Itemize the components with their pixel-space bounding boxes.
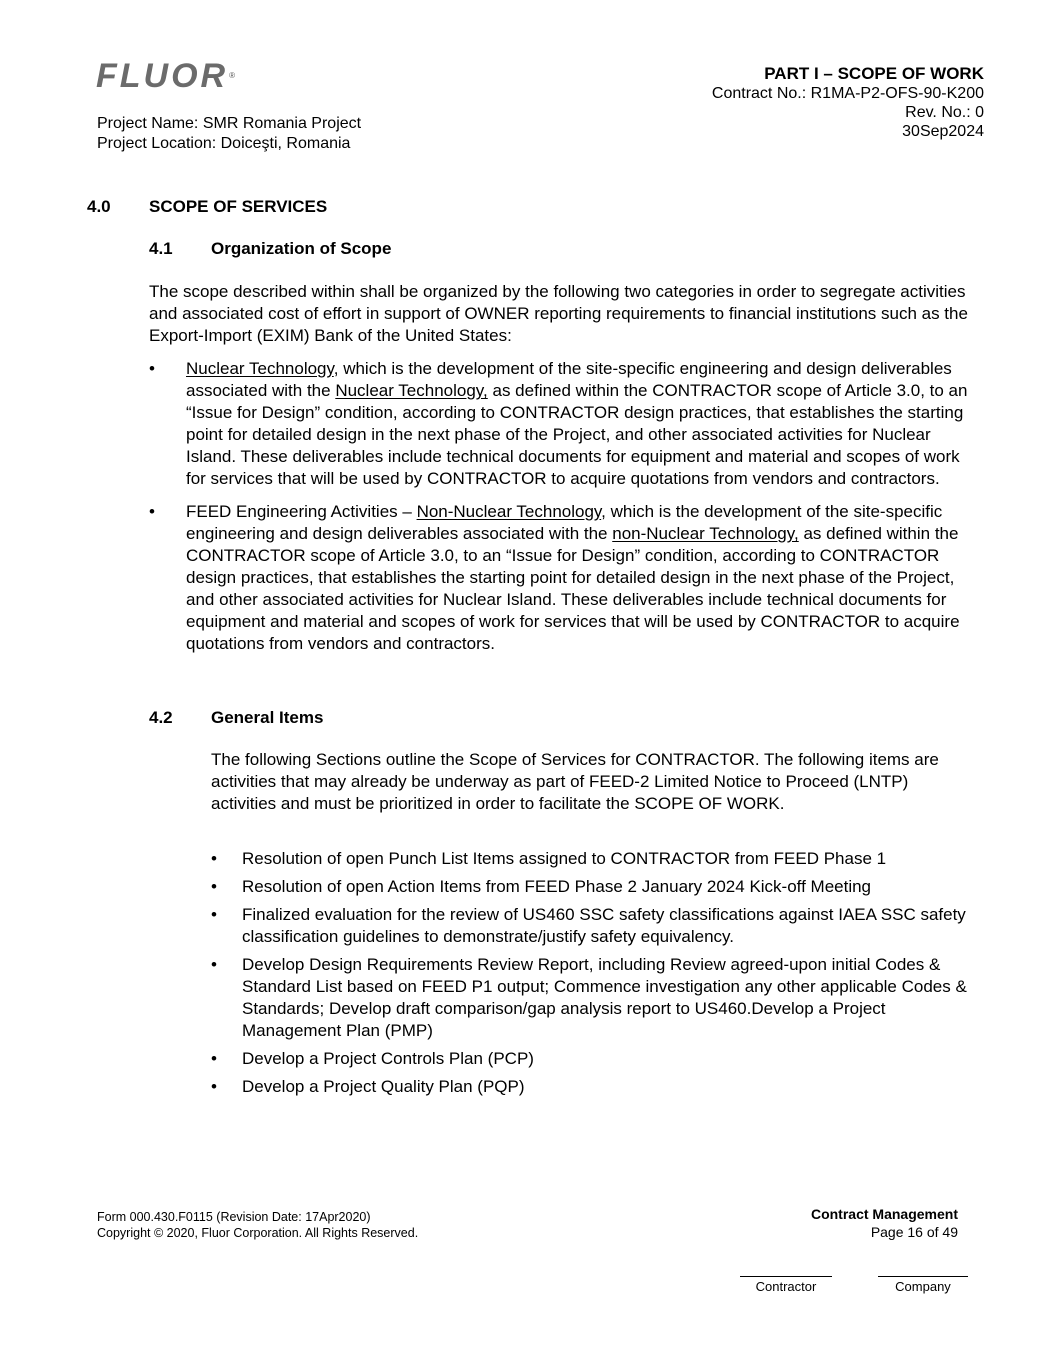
bullet-icon: •	[211, 905, 217, 924]
logo-text: FLUOR	[96, 57, 229, 95]
bullet-icon: •	[149, 359, 155, 378]
footer-page-info	[811, 1205, 958, 1241]
list-item-nuclear-technology: • Nuclear Technology, which is the development of the site-specific engineering and design deliverables associated with the Nuclear Technology, as defined within the CONTRACTOR scope of Article 3.0, to an “Issue for Design” condition, according to CONTRACTOR design practices, that establishes the starting point for detailed design in the next phase of the Project, and other associated activities for Nuclear Island. These deliverables include technical documents for equipment and material and scopes of work for services that will be used by CONTRACTOR to acquire quotations from vendors and contractors.	[149, 359, 968, 488]
subsection-4-2-number: 4.2	[149, 708, 173, 727]
list-item: • Develop a Project Controls Plan (PCP)	[211, 1049, 534, 1068]
bullet-icon: •	[211, 849, 217, 868]
term-nuclear-technology: Nuclear Technology	[186, 359, 334, 378]
subsection-4-1-number: 4.1	[149, 239, 173, 258]
general-items-list	[211, 848, 971, 1098]
term-non-nuclear-technology-ref: non-Nuclear Technology,	[612, 524, 799, 543]
list-item: • Develop Design Requirements Review Report, including Review agreed-upon initial Codes & Standard List based on FEED P1 output; Commence investigation any other applicable Codes & Standards; Develop draft comparison/gap analysis report to US460.Develop a Project Management Plan (PMP)	[211, 955, 967, 1040]
general-items-intro-paragraph: The following Sections outline the Scope of Services for CONTRACTOR. The following items are activities that may already be underway as part of FEED-2 Limited Notice to Proceed (LNTP) activities and must be prioritized in order to facilitate the SCOPE OF WORK.	[211, 750, 939, 813]
list-item-non-nuclear-technology: • FEED Engineering Activities – Non-Nuclear Technology, which is the development of the site-specific engineering and design deliverables associated with the non-Nuclear Technology, as defined within the CONTRACTOR scope of Article 3.0, to an “Issue for Design” condition, according to CONTRACTOR design practices, that establishes the starting point for detailed design in the next phase of the Project, and other associated activities for Nuclear Island. These deliverables include technical documents for equipment and material and scopes of work for services that will be used by CONTRACTOR to acquire quotations from vendors and contractors.	[149, 502, 960, 653]
department: Contract Management	[810, 1206, 958, 1222]
list-item: • Resolution of open Punch List Items assigned to CONTRACTOR from FEED Phase 1	[211, 849, 887, 868]
bullet-icon: •	[211, 955, 217, 974]
project-name: Project Name: SMR Romania Project	[97, 115, 362, 132]
contractor-initials-line: Contractor	[740, 1276, 832, 1295]
footer-form-info	[97, 1209, 418, 1241]
subsection-4-2-title: General Items	[211, 708, 324, 727]
scope-category-list	[149, 358, 969, 655]
page-number: Page 16 of 49	[870, 1224, 958, 1240]
list-item: • Finalized evaluation for the review of US460 SSC safety classifications against IAEA SSC safety classification guidelines to demonstrate/justify safety equivalency.	[211, 905, 966, 946]
form-number: Form 000.430.F0115 (Revision Date: 17Apr2020)	[97, 1210, 371, 1224]
copyright: Copyright © 2020, Fluor Corporation. All Rights Reserved.	[97, 1226, 419, 1240]
bullet-icon: •	[149, 502, 155, 521]
scope-intro-paragraph: The scope described within shall be organized by the following two categories in order to segregate activities and associated cost of effort in support of OWNER reporting requirements to financial institutions such as the Export-Import (EXIM) Bank of the United States:	[149, 282, 968, 345]
term-nuclear-technology-ref: Nuclear Technology,	[335, 381, 488, 400]
document-header-info	[712, 64, 984, 141]
revision-number: Rev. No.: 0	[905, 104, 984, 121]
section-title: SCOPE OF SERVICES	[149, 197, 328, 216]
bullet-icon: •	[211, 1049, 217, 1068]
part-title: PART I – SCOPE OF WORK	[764, 64, 984, 83]
bullet-icon: •	[211, 877, 217, 896]
term-non-nuclear-technology: Non-Nuclear Technology	[416, 502, 602, 521]
section-number: 4.0	[87, 197, 111, 216]
document-date: 30Sep2024	[902, 123, 984, 140]
company-initials-line: Company	[878, 1276, 968, 1295]
contract-number: Contract No.: R1MA-P2-OFS-90-K200	[711, 85, 984, 102]
registered-mark: ®	[229, 71, 235, 80]
project-location: Project Location: Doiceşti, Romania	[97, 135, 351, 152]
bullet-icon: •	[211, 1077, 217, 1096]
list-item: • Resolution of open Action Items from FEED Phase 2 January 2024 Kick-off Meeting	[211, 877, 872, 896]
fluor-logo	[96, 56, 235, 96]
list-item: • Develop a Project Quality Plan (PQP)	[211, 1077, 525, 1096]
project-info	[97, 114, 361, 154]
subsection-4-1-title: Organization of Scope	[211, 239, 392, 258]
